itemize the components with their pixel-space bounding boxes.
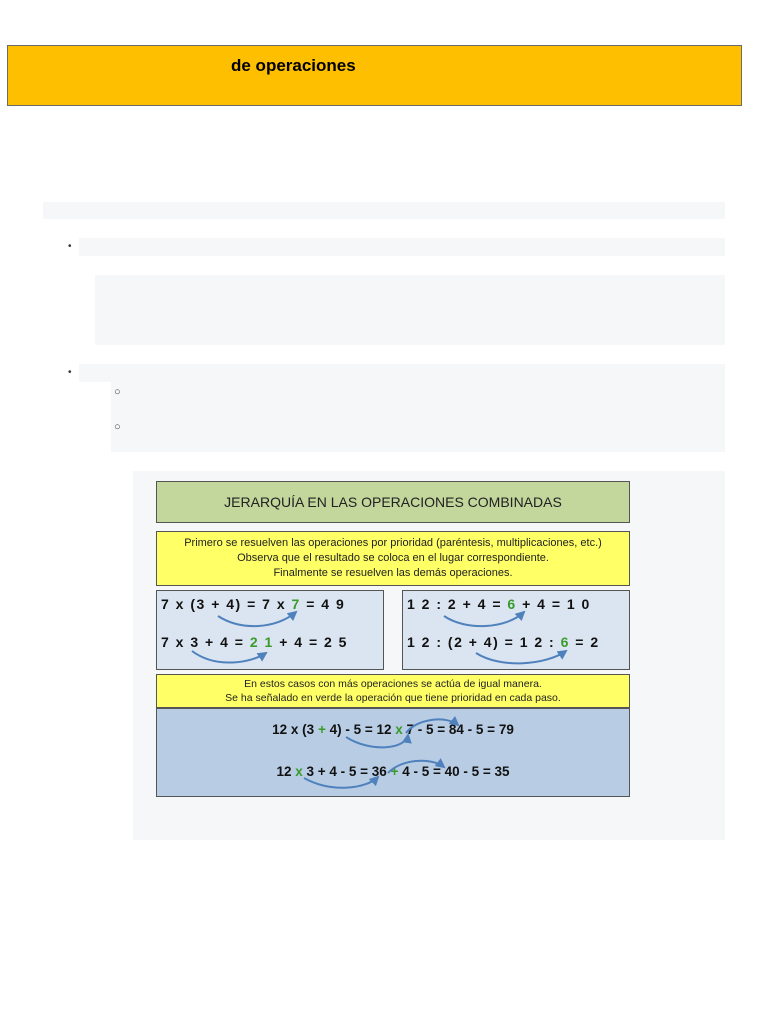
bullet-marker: • bbox=[68, 367, 72, 378]
note-line: En estos casos con más operaciones se actúa de igual manera. bbox=[244, 678, 542, 690]
note-box bbox=[156, 674, 630, 708]
combined-examples-box bbox=[156, 708, 630, 797]
note-line: Se ha señalado en verde la operación que tiene prioridad en cada paso. bbox=[225, 692, 561, 704]
hierarchy-figure bbox=[156, 481, 630, 797]
sub-bullet-marker: ○ bbox=[114, 386, 121, 398]
equation: 1 2 : 2 + 4 = 6 + 4 = 1 0 bbox=[407, 596, 591, 612]
intro-box bbox=[156, 531, 630, 586]
figure-title: JERARQUÍA EN LAS OPERACIONES COMBINADAS bbox=[224, 494, 562, 510]
bullet-row-2 bbox=[79, 364, 725, 382]
intro-text bbox=[157, 536, 629, 581]
intro-line: Finalmente se resuelven las demás operaciones. bbox=[273, 567, 513, 579]
header-banner bbox=[7, 45, 742, 106]
page-title: de operaciones bbox=[231, 56, 356, 75]
intro-line: Observa que el resultado se coloca en el lugar correspondiente. bbox=[237, 552, 549, 564]
example-box-left bbox=[156, 590, 384, 670]
equation: 1 2 : (2 + 4) = 1 2 : 6 = 2 bbox=[407, 634, 600, 650]
sub-list-block bbox=[111, 382, 725, 452]
paragraph-block bbox=[95, 275, 725, 345]
equation: 12 x 3 + 4 - 5 = 36 + 4 - 5 = 40 - 5 = 35 bbox=[276, 764, 510, 779]
equation: 12 x (3 + 4) - 5 = 12 x 7 - 5 = 84 - 5 = 79 bbox=[272, 722, 514, 737]
bullet-row-1 bbox=[79, 238, 725, 256]
content-strip bbox=[43, 202, 725, 219]
intro-line: Primero se resuelven las operaciones por prioridad (paréntesis, multiplicaciones, etc.) bbox=[184, 537, 602, 549]
example-box-right bbox=[402, 590, 630, 670]
bullet-marker: • bbox=[68, 241, 72, 252]
equation: 7 x 3 + 4 = 2 1 + 4 = 2 5 bbox=[161, 634, 348, 650]
equation: 7 x (3 + 4) = 7 x 7 = 4 9 bbox=[161, 596, 346, 612]
note-text bbox=[157, 677, 629, 705]
figure-title-box bbox=[156, 481, 630, 523]
sub-bullet-marker: ○ bbox=[114, 421, 121, 433]
